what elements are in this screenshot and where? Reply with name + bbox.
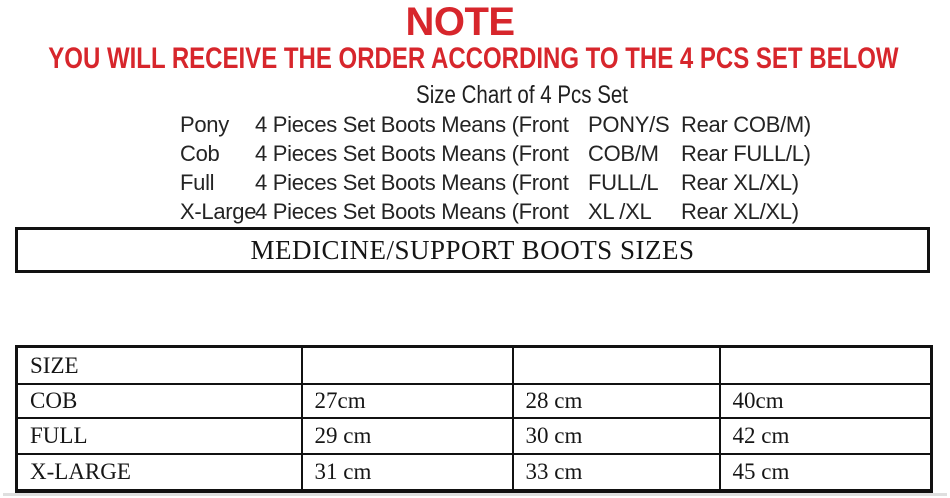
measure-cell: 42 cm bbox=[720, 418, 932, 454]
set-line-rear-size: Rear XL/XL) bbox=[681, 170, 799, 195]
header-cell bbox=[302, 347, 513, 385]
measure-cell: 29 cm bbox=[302, 418, 513, 454]
header-cell bbox=[720, 347, 932, 385]
set-line-xlarge bbox=[180, 197, 811, 226]
measure-cell: 28 cm bbox=[513, 384, 720, 418]
set-line-desc: 4 Pieces Set Boots Means (Front bbox=[255, 170, 569, 195]
set-line-cob bbox=[180, 139, 811, 168]
sizes-table bbox=[15, 345, 933, 493]
measure-cell: 27cm bbox=[302, 384, 513, 418]
measure-cell: 45 cm bbox=[720, 454, 932, 491]
note-title: NOTE bbox=[405, 0, 515, 44]
set-line-desc: 4 Pieces Set Boots Means (Front bbox=[255, 199, 569, 224]
set-line-front-size: PONY/S bbox=[588, 112, 670, 137]
table-row-xlarge bbox=[17, 454, 932, 491]
set-line-label: X-Large bbox=[180, 199, 257, 224]
set-line-desc: 4 Pieces Set Boots Means (Front bbox=[255, 112, 569, 137]
row-label-cell: COB bbox=[17, 384, 302, 418]
header-cell bbox=[513, 347, 720, 385]
set-line-rear-size: Rear FULL/L) bbox=[681, 141, 811, 166]
table-header-row bbox=[17, 347, 932, 385]
set-line-rear-size: Rear COB/M) bbox=[681, 112, 811, 137]
set-line-pony bbox=[180, 110, 811, 139]
set-line-desc: 4 Pieces Set Boots Means (Front bbox=[255, 141, 569, 166]
note-title-row bbox=[0, 1, 920, 43]
note-subtitle: YOU WILL RECEIVE THE ORDER ACCORDING TO THE 4 PCS SET BELOW bbox=[47, 42, 899, 75]
header-cell-size: SIZE bbox=[17, 347, 302, 385]
table-row-full bbox=[17, 418, 932, 454]
measure-cell: 31 cm bbox=[302, 454, 513, 491]
set-line-front-size: COB/M bbox=[588, 141, 659, 166]
set-line-label: Pony bbox=[180, 112, 229, 137]
row-label-cell: X-LARGE bbox=[17, 454, 302, 491]
measure-cell: 33 cm bbox=[513, 454, 720, 491]
set-lines bbox=[180, 110, 811, 226]
bottom-shadow-strip bbox=[3, 493, 947, 496]
size-chart-heading: Size Chart of 4 Pcs Set bbox=[416, 81, 628, 109]
set-line-rear-size: Rear XL/XL) bbox=[681, 199, 799, 224]
measure-cell: 40cm bbox=[720, 384, 932, 418]
set-line-front-size: XL /XL bbox=[588, 199, 652, 224]
section-banner bbox=[15, 227, 930, 273]
set-line-label: Full bbox=[180, 170, 215, 195]
set-line-front-size: FULL/L bbox=[588, 170, 659, 195]
measure-cell: 30 cm bbox=[513, 418, 720, 454]
note-subtitle-row bbox=[0, 43, 946, 75]
set-line-full bbox=[180, 168, 811, 197]
row-label-cell: FULL bbox=[17, 418, 302, 454]
table-row-cob bbox=[17, 384, 932, 418]
section-banner-title: MEDICINE/SUPPORT BOOTS SIZES bbox=[250, 234, 695, 265]
set-line-label: Cob bbox=[180, 141, 220, 166]
